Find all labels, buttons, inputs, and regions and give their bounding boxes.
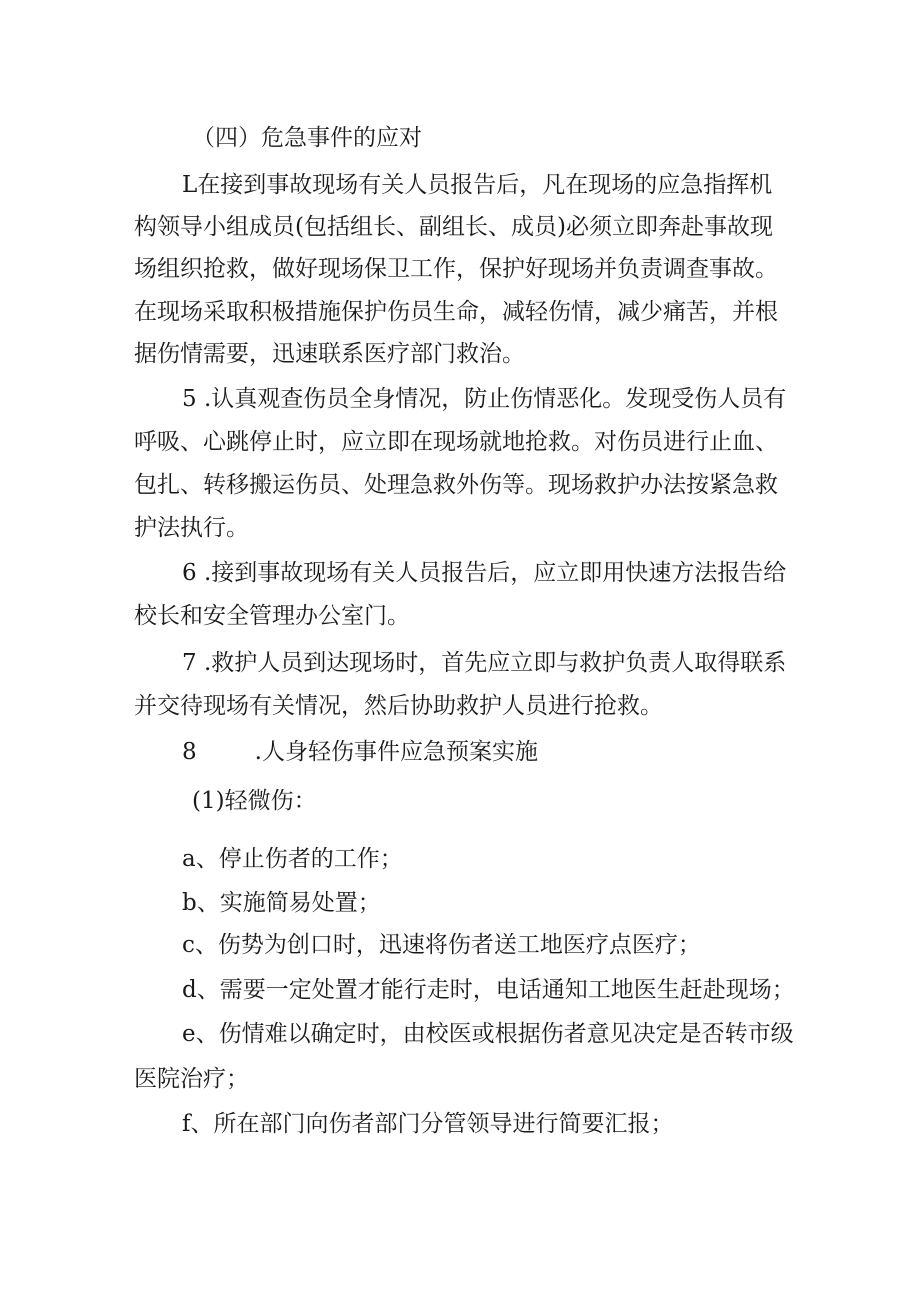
list-item: d、需要一定处置才能行走时，电话通知工地医生赶赴现场； — [182, 977, 795, 1003]
paragraph-line: 据伤情需要，迅速联系医疗部门救治。 — [134, 341, 525, 367]
paragraph-line: 呼吸、心跳停止时，应立即在现场就地抢救。对伤员进行止血、 — [134, 429, 778, 455]
paragraph-line: 场组织抢救，做好现场保卫工作，保护好现场并负责调查事故。 — [134, 256, 778, 282]
list-item: 医院治疗； — [134, 1066, 249, 1092]
heading-text: .人身轻伤事件应急预案实施 — [254, 739, 538, 765]
section-heading: （四）危急事件的应对 — [192, 125, 422, 151]
list-item: a、停止伤者的工作； — [182, 846, 403, 872]
paragraph-line: 并交待现场有关情况，然后协助救护人员进行抢救。 — [134, 693, 663, 719]
sub-heading: (1)轻微伤： — [192, 788, 317, 814]
paragraph-line: L在接到事故现场有关人员报告后，凡在现场的应急指挥机 — [182, 172, 773, 198]
list-item: b、实施简易处置； — [182, 890, 381, 916]
heading-number: 8 — [182, 739, 197, 765]
numbered-heading — [182, 736, 538, 768]
paragraph-line: 5 .认真观查伤员全身情况，防止伤情恶化。发现受伤人员有 — [182, 386, 787, 412]
paragraph-line: 6 .接到事故现场有关人员报告后，应立即用快速方法报告给 — [182, 560, 787, 586]
paragraph-line: 构领导小组成员(包括组长、副组长、成员)必须立即奔赴事故现 — [134, 214, 773, 240]
paragraph-line: 7 .救护人员到达现场时，首先应立即与救护负责人取得联系 — [182, 650, 787, 676]
paragraph-line: 包扎、转移搬运伤员、处理急救外伤等。现场救护办法按紧急救 — [134, 472, 778, 498]
paragraph-line: 校长和安全管理办公室门。 — [134, 603, 410, 629]
paragraph-line: 在现场采取积极措施保护伤员生命，减轻伤情，减少痛苦，并根 — [134, 299, 778, 325]
list-item: f、所在部门向伤者部门分管领导进行简要汇报； — [182, 1111, 674, 1137]
list-item: e、伤情难以确定时，由校医或根据伤者意见决定是否转市级 — [182, 1021, 794, 1047]
list-item: c、伤势为创口时，迅速将伤者送工地医疗点医疗； — [182, 932, 701, 958]
paragraph-line: 护法执行。 — [134, 515, 249, 541]
